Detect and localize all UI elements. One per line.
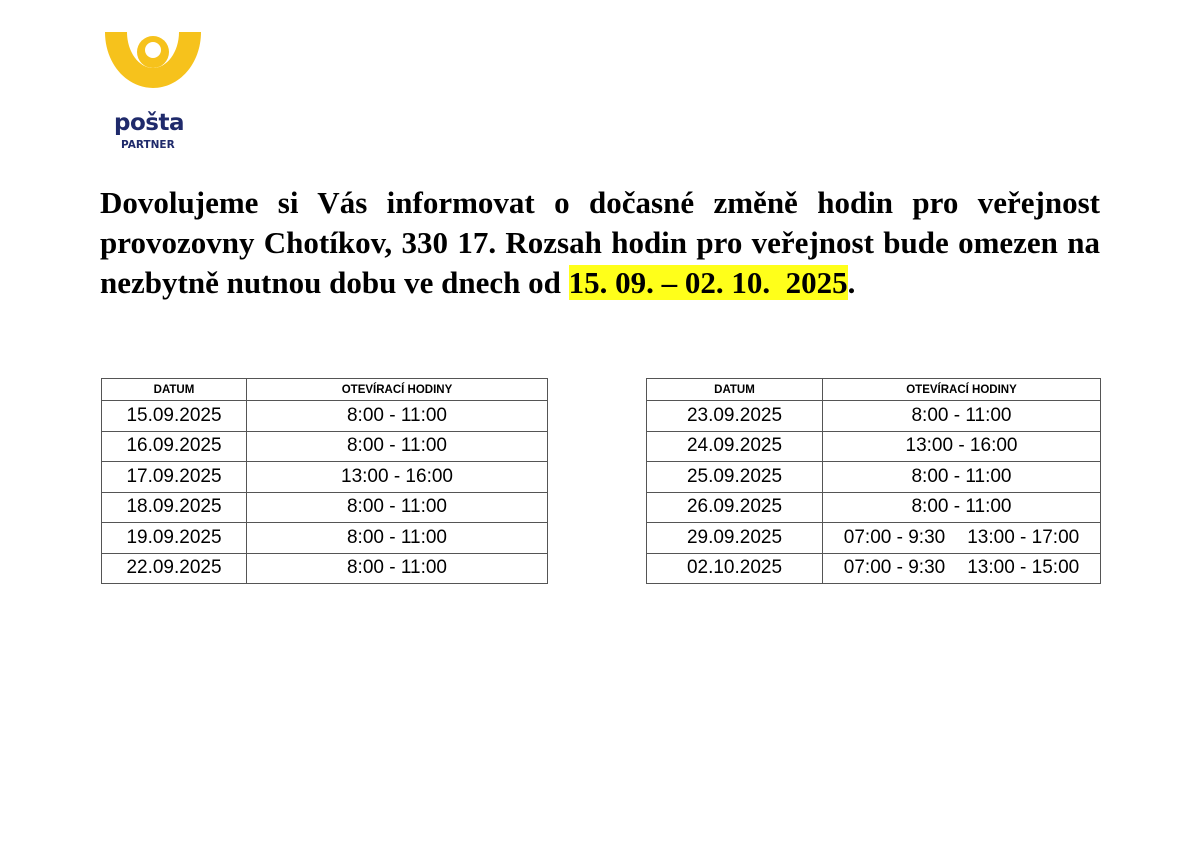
hours-cell: 8:00 - 11:00 [247,401,548,432]
header-date: DATUM [647,379,823,401]
hours-morning: 07:00 - 9:30 [843,526,946,548]
table-row [102,431,548,462]
logo-sub: PARTNER [121,139,175,151]
posta-partner-logo [100,28,210,151]
table-row [102,401,548,432]
date-cell: 22.09.2025 [102,553,247,584]
table-header [647,379,1101,401]
table-row [647,492,1101,523]
date-cell: 02.10.2025 [647,553,823,584]
notice-date-range: 15. 09. – 02. 10. 2025 [568,265,848,300]
notice-body: Dovolujeme si Vás informovat o dočasné změně hodin pro veřejnost provozovny Chotíkov, 330 17. Rozsah hodin pro veřejnost bude omezen na nezbytně nutnou dobu ve dnech od [100,185,1100,300]
table-row [102,553,548,584]
hours-afternoon: 13:00 - 15:00 [967,557,1080,579]
date-cell: 17.09.2025 [102,462,247,493]
header-hours: OTEVÍRACÍ HODINY [823,379,1101,401]
hours-cell: 8:00 - 11:00 [247,553,548,584]
table-header [102,379,548,401]
table-row [102,523,548,554]
date-cell: 23.09.2025 [647,401,823,432]
table-row [102,492,548,523]
date-cell: 29.09.2025 [647,523,823,554]
logo-brand: pošta [114,110,184,136]
hours-cell [823,523,1101,554]
header-date: DATUM [102,379,247,401]
hours-cell: 13:00 - 16:00 [247,462,548,493]
hours-cell [823,553,1101,584]
table-row [647,523,1101,554]
table-row [647,401,1101,432]
hours-cell: 8:00 - 11:00 [247,523,548,554]
hours-cell: 8:00 - 11:00 [247,431,548,462]
date-cell: 16.09.2025 [102,431,247,462]
date-cell: 15.09.2025 [102,401,247,432]
table-row [102,462,548,493]
hours-cell: 8:00 - 11:00 [247,492,548,523]
table-row [647,462,1101,493]
header-hours: OTEVÍRACÍ HODINY [247,379,548,401]
table-row [647,431,1101,462]
date-cell: 26.09.2025 [647,492,823,523]
hours-cell: 8:00 - 11:00 [823,492,1101,523]
hours-cell: 13:00 - 16:00 [823,431,1101,462]
date-cell: 19.09.2025 [102,523,247,554]
hours-table-left [101,378,548,584]
notice-end: . [847,265,856,300]
date-cell: 24.09.2025 [647,431,823,462]
post-horn-icon [103,30,203,90]
date-cell: 18.09.2025 [102,492,247,523]
hours-cell: 8:00 - 11:00 [823,462,1101,493]
hours-morning: 07:00 - 9:30 [843,557,946,579]
date-cell: 25.09.2025 [647,462,823,493]
hours-cell: 8:00 - 11:00 [823,401,1101,432]
hours-table-right [646,378,1101,584]
notice-text [100,183,1100,303]
table-row [647,553,1101,584]
hours-afternoon: 13:00 - 17:00 [967,526,1080,548]
